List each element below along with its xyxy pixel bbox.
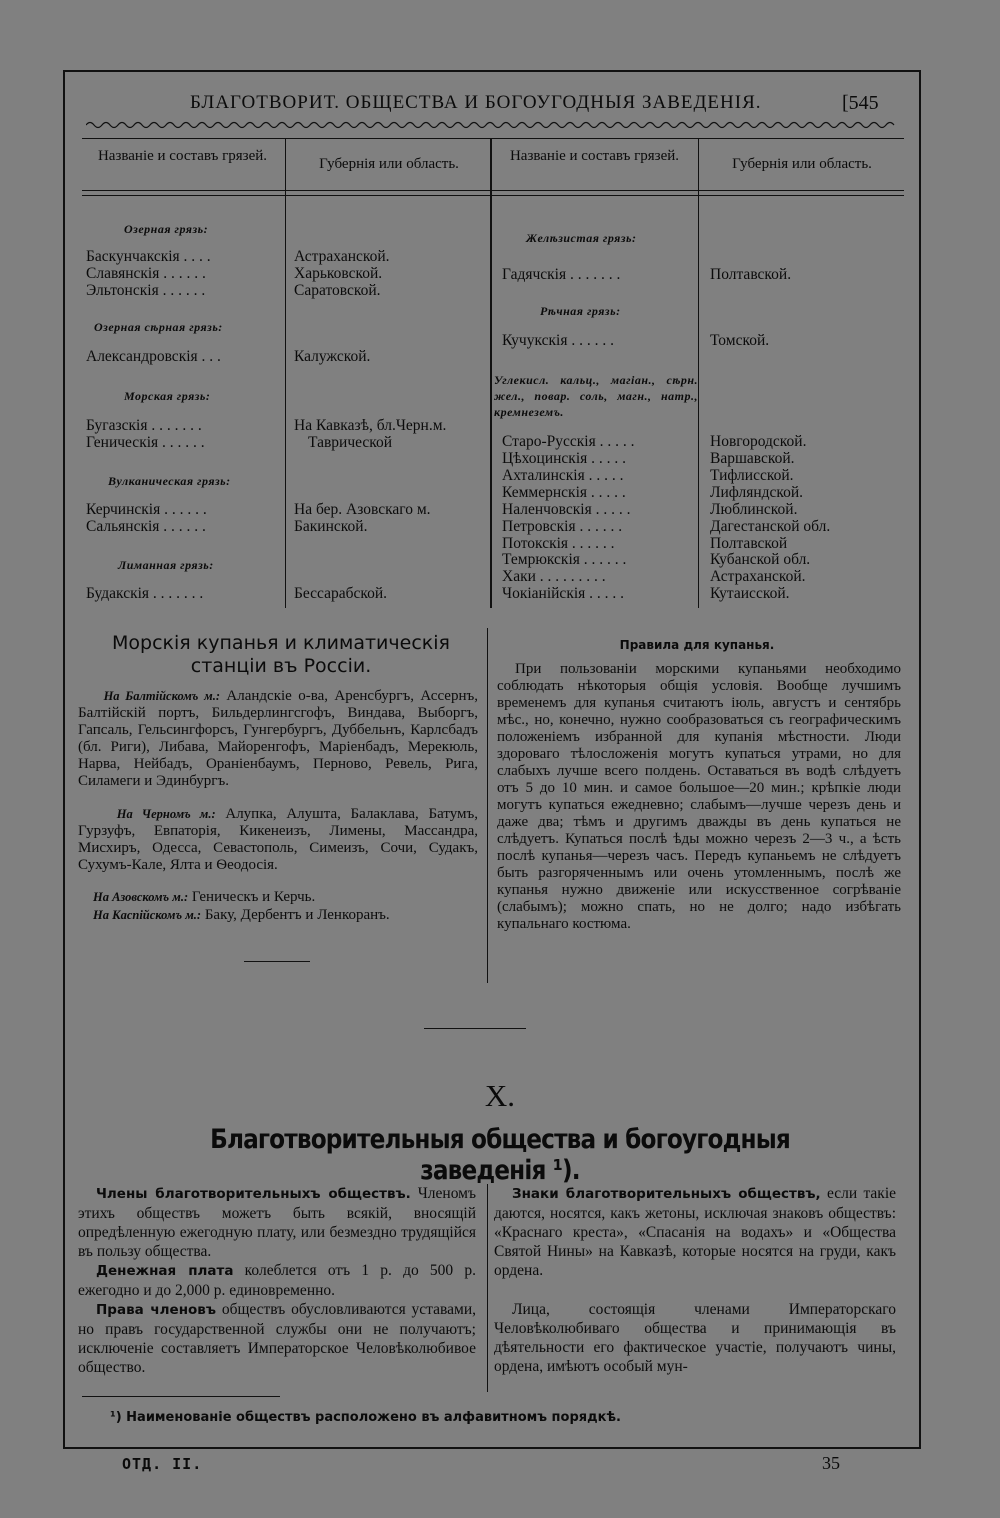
table-row-name: Потокскія . . . . . . [502, 535, 615, 552]
table-row-name: Петровскія . . . . . . [502, 518, 623, 535]
sea-section-title: Морскія купанья и климатическія станціи въ Россіи. [112, 632, 450, 677]
table-row-gubernia: Варшавской. [710, 450, 795, 467]
mud-category: Углекисл. кальц., магіан., сѣрн. жел., повар. соль, магн., натр., кремнеземъ. [494, 373, 698, 419]
short-divider [244, 961, 310, 962]
rules-text: При пользованіи морскими купаньями необходимо соблюдать нѣкоторыя общія условія. Вообще лучшимъ временемъ для купанья считаютъ іюль, августъ и сентябрь мѣс., но, конечно, нужно сообразоваться съ географическимъ положеніемъ избранной для купанія мѣстности. Люди здороваго тѣлосложенія могутъ купаться утрами, но для слабыхъ лучше всего полдень. Оставаться въ водѣ слѣдуетъ отъ 5 до 10 мин. и самое большое—20 мин.; крѣпкіе люди могутъ купаться ежедневно; слабымъ—лучше черезъ день и даже два; тѣмъ и другимъ дважды въ день купаться не слѣдуетъ. Купаться послѣ ѣды можно черезъ 2—3 ч., а ѣсть послѣ купанья—черезъ часъ. Передъ купаньемъ не слѣдуетъ быть разгоряченнымъ или очень утомленнымъ, послѣ же купанья нужно движеніе или искусственное согрѣваніе (слабымъ); можно спать, но не долго; надо избѣгать купальнаго костюма. [497, 661, 901, 932]
table-row-gubernia: Таврической [308, 434, 393, 451]
table-row-name: Бугазскія . . . . . . . [86, 417, 202, 434]
col-divider [490, 138, 492, 608]
table-row-gubernia: Люблинской. [710, 501, 798, 518]
table-header-name: Названіе и составъ грязей. [509, 148, 680, 164]
table-row-gubernia: На Кавказѣ, бл.Черн.м. [294, 417, 447, 434]
table-row-gubernia: Бакинской. [294, 518, 368, 535]
body-paragraph [78, 1261, 476, 1300]
table-row-name: Чокіанійскія . . . . . [502, 585, 625, 602]
body-paragraph [494, 1184, 896, 1280]
section-number: X. [484, 1078, 516, 1113]
table-row-gubernia: Саратовской. [294, 282, 381, 299]
body-paragraph [78, 1300, 476, 1377]
table-row-name: Кучукскія . . . . . . [502, 332, 614, 349]
table-row-gubernia: Лифляндской. [710, 484, 804, 501]
paragraph-lead: Члены благотворительныхъ обществъ. [96, 1186, 411, 1202]
mud-category: Морская грязь: [124, 389, 211, 403]
resort-list: Аландскіе о-ва, Аренсбургъ, Ассернъ, Балтійскій портъ, Бильдерлингсгофъ, Виндава, Выборгъ, Гапсаль, Гельсингфорсъ, Гунгербургъ, Дуббельнъ, Карлсбадъ (бл. Риги), Либава, Майоренгофъ, Маріенбадъ, Мерекюль, Нарва, Нейбадъ, Ораніенбаумъ, Перново, Ревель, Рига, Силамеги и Эдинбургъ. [78, 688, 478, 789]
table-row-name: Ахталинскія . . . . . [502, 467, 624, 484]
table-header-gubernia: Губернія или область. [732, 156, 872, 172]
sheet-number: 35 [822, 1453, 840, 1473]
table-top-rule [82, 138, 904, 139]
table-row-name: Сальянскія . . . . . . [86, 518, 206, 535]
table-row-name: Баскунчакскія . . . . [86, 248, 211, 265]
table-row-gubernia: Новгородской. [710, 433, 807, 450]
mud-category: Вулканическая грязь: [108, 474, 231, 488]
paragraph-text: Лица, состоящія членами Императорскаго Человѣколюбиваго общества и принимающія въ дѣятельности его фактическое участіе, получаютъ чины, ордена, имѣютъ особый мун- [494, 1301, 896, 1375]
section-title: Благотворительныя общества и богоугодныя заведенія ¹). [210, 1124, 790, 1186]
column-divider [487, 1184, 488, 1392]
resort-list: Баку, Дербентъ и Ленкоранъ. [204, 907, 390, 923]
table-row-gubernia: Калужской. [294, 348, 371, 365]
table-row-name: Керчинскія . . . . . . [86, 501, 207, 518]
col-divider [698, 138, 699, 608]
paragraph-text: колеблется отъ 1 р. до 500 р. ежегодно и до 2,000 р. единовременно. [78, 1262, 476, 1299]
table-row-gubernia: Полтавской [710, 535, 788, 552]
rules-title: Правила для купанья. [619, 638, 775, 652]
table-row-name: Наленчовскія . . . . . [502, 501, 631, 518]
mud-category: Озерная сѣрная грязь: [94, 320, 223, 334]
table-row-name: Будакскія . . . . . . . [86, 585, 204, 602]
table-row-name: Гадячскія . . . . . . . [502, 266, 621, 283]
mud-category: Озерная грязь: [124, 222, 209, 236]
page-number: [545 [842, 92, 879, 114]
sea-paragraph [78, 907, 478, 924]
table-header-name: Названіе и составъ грязей. [97, 148, 268, 164]
table-row-name: Хаки . . . . . . . . . [502, 568, 606, 585]
paragraph-text: Членомъ этихъ обществъ можетъ быть всякій, вносящій опредѣленную ежегодную плату, или безмездно трудящійся въ пользу общества. [78, 1185, 476, 1260]
sea-name: На Азовскомъ м.: [93, 890, 189, 904]
table-row-gubernia: Бессарабской. [294, 585, 388, 602]
resort-list: Алупка, Алушта, Балаклава, Батумъ, Гурзуфъ, Евпаторія, Кикенеизъ, Лимены, Массандра, Мисхиръ, Одесса, Севастополь, Симеизъ, Сочи, Судакъ, Сухумъ-Кале, Ялта и Ѳеодосія. [78, 806, 479, 873]
body-paragraph [78, 1184, 476, 1261]
section-label: ОТД. II. [122, 1455, 203, 1473]
sea-paragraph [78, 889, 478, 906]
column-divider [487, 628, 488, 983]
sea-paragraph [78, 688, 478, 790]
table-row-gubernia: Астраханской. [294, 248, 390, 265]
running-header: БЛАГОТВОРИТ. ОБЩЕСТВА И БОГОУГОДНЫЯ ЗАВЕДЕНІЯ. [190, 92, 762, 113]
sea-paragraph [78, 806, 478, 874]
paragraph-lead: Знаки благотворительныхъ обществъ, [512, 1186, 821, 1202]
sea-name: На Черномъ м.: [116, 807, 216, 821]
body-paragraph [494, 1300, 896, 1376]
sea-name: На Каспійскомъ м.: [93, 908, 202, 922]
table-row-name: Старо-Русскія . . . . . [502, 433, 635, 450]
paragraph-lead: Денежная плата [96, 1263, 234, 1279]
footnote-rule [82, 1396, 280, 1397]
table-row-name: Цѣхоцинскія . . . . . [502, 450, 626, 467]
section-divider [424, 1028, 526, 1029]
paragraph-lead: Права членовъ [96, 1302, 216, 1318]
table-row-name: Темрюкскія . . . . . . [502, 551, 627, 568]
table-row-gubernia: Томской. [710, 332, 770, 349]
table-header-rule-2 [82, 195, 904, 196]
paragraph-text: если такіе даются, носятся, какъ жетоны, исключая знаковъ обществъ: «Краснаго креста», «Спасанія на водахъ» и «Общества Святой Нины» на Кавказѣ, которые носятся на груди, какъ ордена. [494, 1185, 896, 1279]
table-row-gubernia: Астраханской. [710, 568, 806, 585]
table-header-rule [82, 190, 904, 191]
mud-category: Желѣзистая грязь: [526, 231, 637, 245]
resort-list: Геническъ и Керчь. [191, 889, 316, 905]
table-row-gubernia: Кубанской обл. [710, 551, 811, 568]
table-row-name: Геническія . . . . . . [86, 434, 205, 451]
table-row-gubernia: Полтавской. [710, 266, 792, 283]
table-row-name: Славянскія . . . . . . [86, 265, 206, 282]
sea-name: На Балтійскомъ м.: [103, 689, 221, 703]
table-row-gubernia: Харьковской. [294, 265, 383, 282]
table-row-gubernia: На бер. Азовскаго м. [294, 501, 431, 518]
table-row-name: Эльтонскія . . . . . . [86, 282, 206, 299]
table-row-gubernia: Кутаисской. [710, 585, 790, 602]
table-header-gubernia: Губернія или область. [319, 156, 459, 172]
col-divider [285, 138, 286, 608]
mud-category: Лиманная грязь: [118, 558, 214, 572]
table-row-gubernia: Тифлисской. [710, 467, 794, 484]
table-row-name: Кеммернскія . . . . . [502, 484, 626, 501]
footnote: ¹) Наименованіе обществъ расположено въ алфавитномъ порядкѣ. [110, 1410, 621, 1425]
wavy-rule [86, 120, 898, 130]
table-row-name: Александровскія . . . [86, 348, 221, 365]
table-row-gubernia: Дагестанской обл. [710, 518, 831, 535]
paragraph-text: обществъ обусловливаются уставами, но правъ государственной службы они не получаютъ; исключеніе составляетъ Императорское Человѣколюбивое общество. [78, 1301, 476, 1376]
mud-category: Рѣчная грязь: [540, 304, 621, 318]
